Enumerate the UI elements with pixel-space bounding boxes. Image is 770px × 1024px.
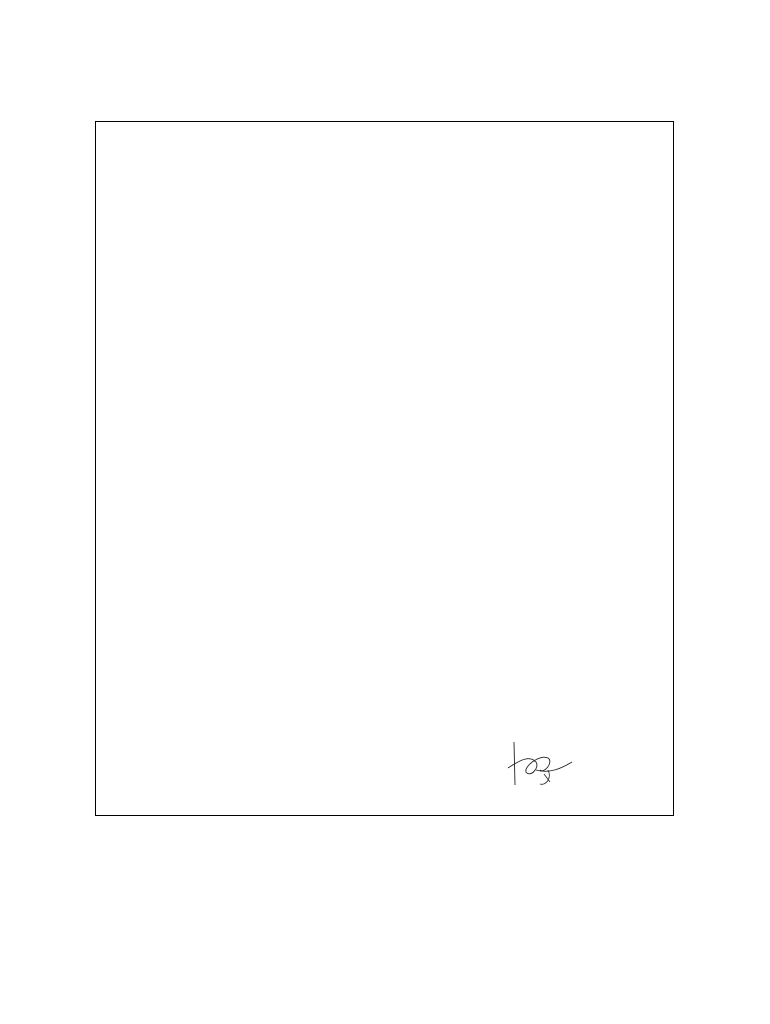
procurement-plan-form (95, 121, 674, 816)
signature-image (500, 740, 580, 795)
